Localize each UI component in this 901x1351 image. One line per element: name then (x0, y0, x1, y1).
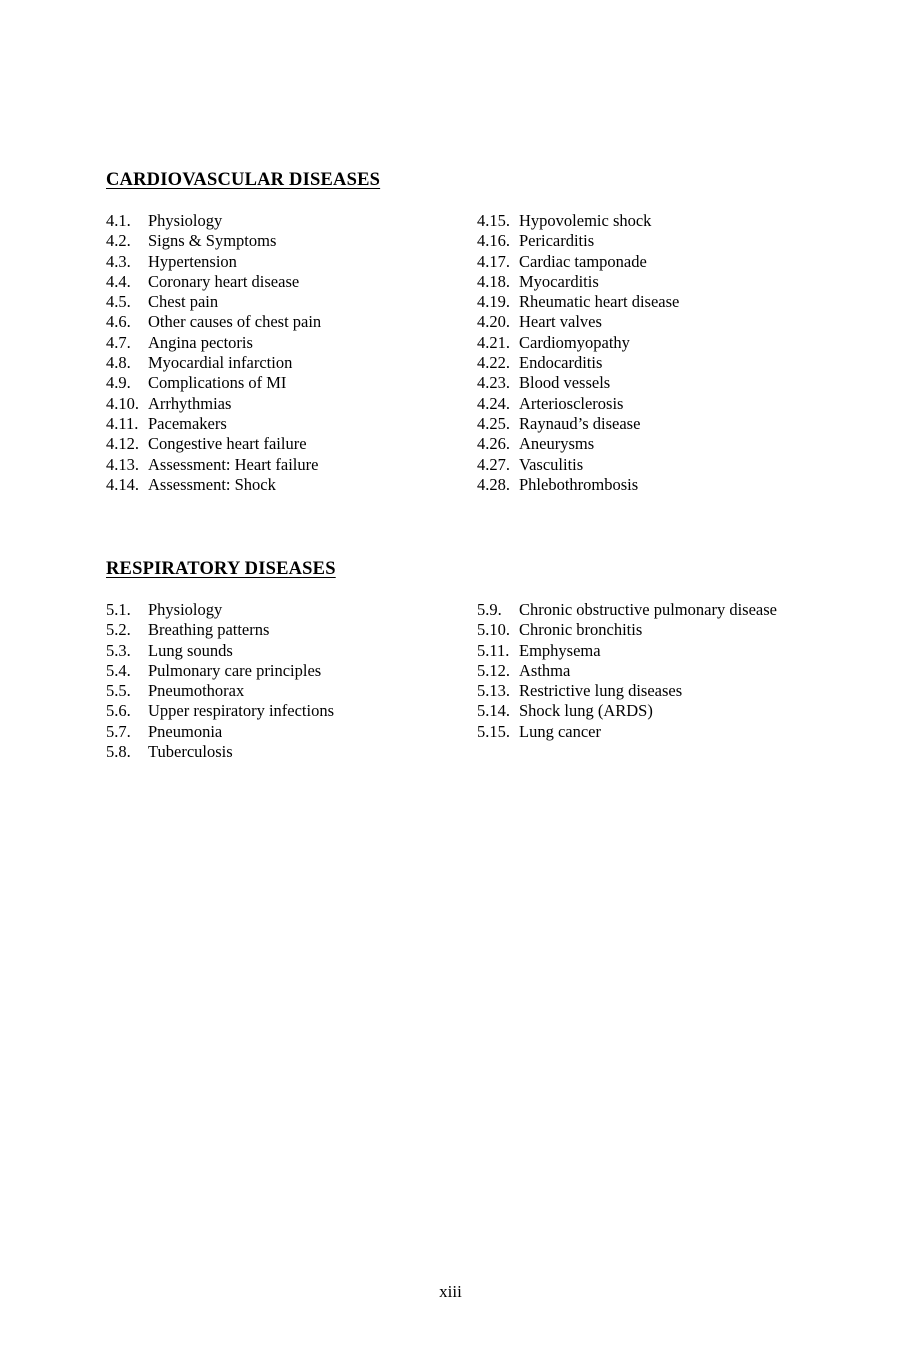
toc-entry (106, 681, 334, 701)
toc-entry-number: 4.2. (106, 231, 131, 251)
toc-entry-label: Pneumothorax (148, 681, 245, 701)
toc-entry (106, 252, 321, 272)
toc-entry-label: Pneumonia (148, 721, 223, 741)
toc-entry-number: 5.15. (477, 721, 510, 741)
toc-entry-label: Raynaud’s disease (519, 413, 641, 433)
toc-entry-number: 4.14. (106, 474, 139, 494)
section-heading-respiratory: RESPIRATORY DISEASES (106, 559, 336, 579)
toc-entry (477, 373, 679, 393)
toc-entry-label: Heart valves (519, 312, 602, 332)
toc-entry (106, 394, 321, 414)
toc-entry-label: Lung cancer (519, 721, 601, 741)
toc-entry-label: Assessment: Heart failure (148, 454, 319, 474)
toc-entry (477, 475, 679, 495)
toc-entry-label: Asthma (519, 660, 571, 680)
toc-entry-label: Endocarditis (519, 353, 603, 373)
toc-entry-number: 4.25. (477, 413, 510, 433)
toc-entry-label: Emphysema (519, 640, 601, 660)
toc-entry-number: 4.9. (106, 373, 131, 393)
toc-entry-label: Tuberculosis (148, 742, 233, 762)
toc-entry-number: 5.10. (477, 620, 510, 640)
toc-entry-number: 4.22. (477, 353, 510, 373)
toc-entry-number: 4.4. (106, 271, 131, 291)
toc-entry-number: 4.16. (477, 231, 510, 251)
toc-entry-number: 4.1. (106, 211, 131, 230)
toc-entry-label: Aneurysms (519, 434, 595, 454)
toc-entry-number: 4.21. (477, 332, 510, 352)
toc-entry-number: 4.13. (106, 454, 139, 474)
toc-entry-number: 5.13. (477, 681, 510, 701)
toc-entry (477, 292, 679, 312)
toc-entry (477, 272, 679, 292)
toc-entry-number: 4.10. (106, 393, 139, 413)
toc-entry (106, 455, 321, 475)
toc-entry-label: Chronic obstructive pulmonary disease (519, 600, 777, 619)
toc-entry (477, 252, 679, 272)
section-heading-cardiovascular: CARDIOVASCULAR DISEASES (106, 170, 381, 190)
toc-entry-label: Arteriosclerosis (519, 393, 624, 413)
toc-list-cardiovascular-right (477, 211, 679, 495)
toc-entry-label: Physiology (148, 600, 223, 619)
toc-entry (106, 620, 334, 640)
toc-entry-number: 4.12. (106, 434, 139, 454)
toc-entry-label: Complications of MI (148, 373, 287, 393)
toc-entry-number: 5.4. (106, 660, 131, 680)
toc-entry (106, 373, 321, 393)
toc-entry (106, 333, 321, 353)
toc-entry-label: Cardiac tamponade (519, 251, 647, 271)
toc-entry-label: Lung sounds (148, 640, 233, 660)
toc-entry-number: 4.26. (477, 434, 510, 454)
toc-entry-number: 4.19. (477, 292, 510, 312)
toc-entry-label: Rheumatic heart disease (519, 292, 680, 312)
toc-entry-number: 4.3. (106, 251, 131, 271)
toc-entry-label: Upper respiratory infections (148, 701, 335, 721)
toc-entry-number: 4.24. (477, 393, 510, 413)
toc-entry (477, 701, 777, 721)
toc-entry-label: Vasculitis (519, 454, 584, 474)
toc-entry-number: 5.12. (477, 660, 510, 680)
toc-entry (477, 312, 679, 332)
toc-entry-label: Congestive heart failure (148, 434, 307, 454)
toc-entry (477, 641, 777, 661)
toc-entry-label: Blood vessels (519, 373, 611, 393)
toc-entry (106, 701, 334, 721)
toc-entry-label: Pericarditis (519, 231, 595, 251)
toc-entry (477, 211, 679, 231)
toc-list-respiratory-left (106, 600, 334, 762)
toc-entry (477, 353, 679, 373)
toc-entry-number: 4.28. (477, 474, 510, 494)
toc-entry-number: 5.8. (106, 742, 131, 762)
toc-list-cardiovascular-left (106, 211, 321, 495)
toc-entry-number: 5.11. (477, 640, 510, 660)
toc-entry-label: Restrictive lung diseases (519, 681, 683, 701)
toc-entry-number: 4.6. (106, 312, 131, 332)
toc-entry (477, 681, 777, 701)
toc-entry (106, 434, 321, 454)
toc-entry (106, 661, 334, 681)
toc-list-respiratory-right (477, 600, 777, 742)
toc-entry-label: Hypertension (148, 251, 237, 271)
toc-entry-label: Pulmonary care principles (148, 660, 322, 680)
toc-entry-number: 5.5. (106, 681, 131, 701)
toc-entry (477, 414, 679, 434)
toc-entry-label: Other causes of chest pain (148, 312, 322, 332)
toc-entry-label: Cardiomyopathy (519, 332, 630, 352)
toc-entry-number: 4.5. (106, 292, 131, 312)
toc-entry-label: Myocardial infarction (148, 353, 293, 373)
toc-entry-label: Coronary heart disease (148, 271, 300, 291)
toc-entry-number: 4.17. (477, 251, 510, 271)
toc-entry-label: Hypovolemic shock (519, 211, 652, 230)
toc-entry (477, 333, 679, 353)
toc-entry-label: Pacemakers (148, 413, 227, 433)
toc-entry-number: 5.9. (477, 600, 502, 619)
toc-entry (106, 722, 334, 742)
toc-entry-number: 4.7. (106, 332, 131, 352)
toc-entry (106, 312, 321, 332)
toc-entry-number: 4.18. (477, 271, 510, 291)
toc-entry-label: Phlebothrombosis (519, 474, 639, 494)
toc-entry (477, 231, 679, 251)
toc-entry (477, 434, 679, 454)
toc-entry (477, 620, 777, 640)
toc-entry-number: 4.27. (477, 454, 510, 474)
toc-entry-label: Physiology (148, 211, 223, 230)
toc-entry-label: Myocarditis (519, 271, 599, 291)
toc-entry (106, 231, 321, 251)
toc-entry (477, 455, 679, 475)
toc-entry (106, 414, 321, 434)
toc-entry (477, 722, 777, 742)
toc-entry (477, 394, 679, 414)
toc-entry (106, 292, 321, 312)
toc-entry (106, 475, 321, 495)
toc-entry-number: 5.2. (106, 620, 131, 640)
toc-entry (106, 211, 321, 231)
toc-entry-number: 5.14. (477, 701, 510, 721)
toc-entry-number: 5.1. (106, 600, 131, 619)
toc-entry (106, 742, 334, 762)
toc-entry (477, 600, 777, 620)
toc-entry-label: Angina pectoris (148, 332, 253, 352)
toc-entry-label: Breathing patterns (148, 620, 270, 640)
toc-entry-number: 4.8. (106, 353, 131, 373)
toc-entry-label: Signs & Symptoms (148, 231, 277, 251)
toc-entry-number: 5.3. (106, 640, 131, 660)
toc-entry-label: Chest pain (148, 292, 219, 312)
toc-entry-number: 5.6. (106, 701, 131, 721)
toc-entry-number: 4.23. (477, 373, 510, 393)
toc-entry-number: 4.15. (477, 211, 510, 230)
toc-entry (106, 641, 334, 661)
toc-entry-label: Shock lung (ARDS) (519, 701, 653, 721)
toc-entry-number: 4.11. (106, 413, 139, 433)
page-number: xiii (439, 1282, 462, 1301)
toc-entry-label: Chronic bronchitis (519, 620, 643, 640)
toc-entry (106, 272, 321, 292)
toc-entry (106, 353, 321, 373)
toc-entry-label: Assessment: Shock (148, 474, 276, 494)
toc-entry-number: 4.20. (477, 312, 510, 332)
toc-entry-number: 5.7. (106, 721, 131, 741)
toc-entry-label: Arrhythmias (148, 393, 232, 413)
toc-entry (106, 600, 334, 620)
toc-entry (477, 661, 777, 681)
